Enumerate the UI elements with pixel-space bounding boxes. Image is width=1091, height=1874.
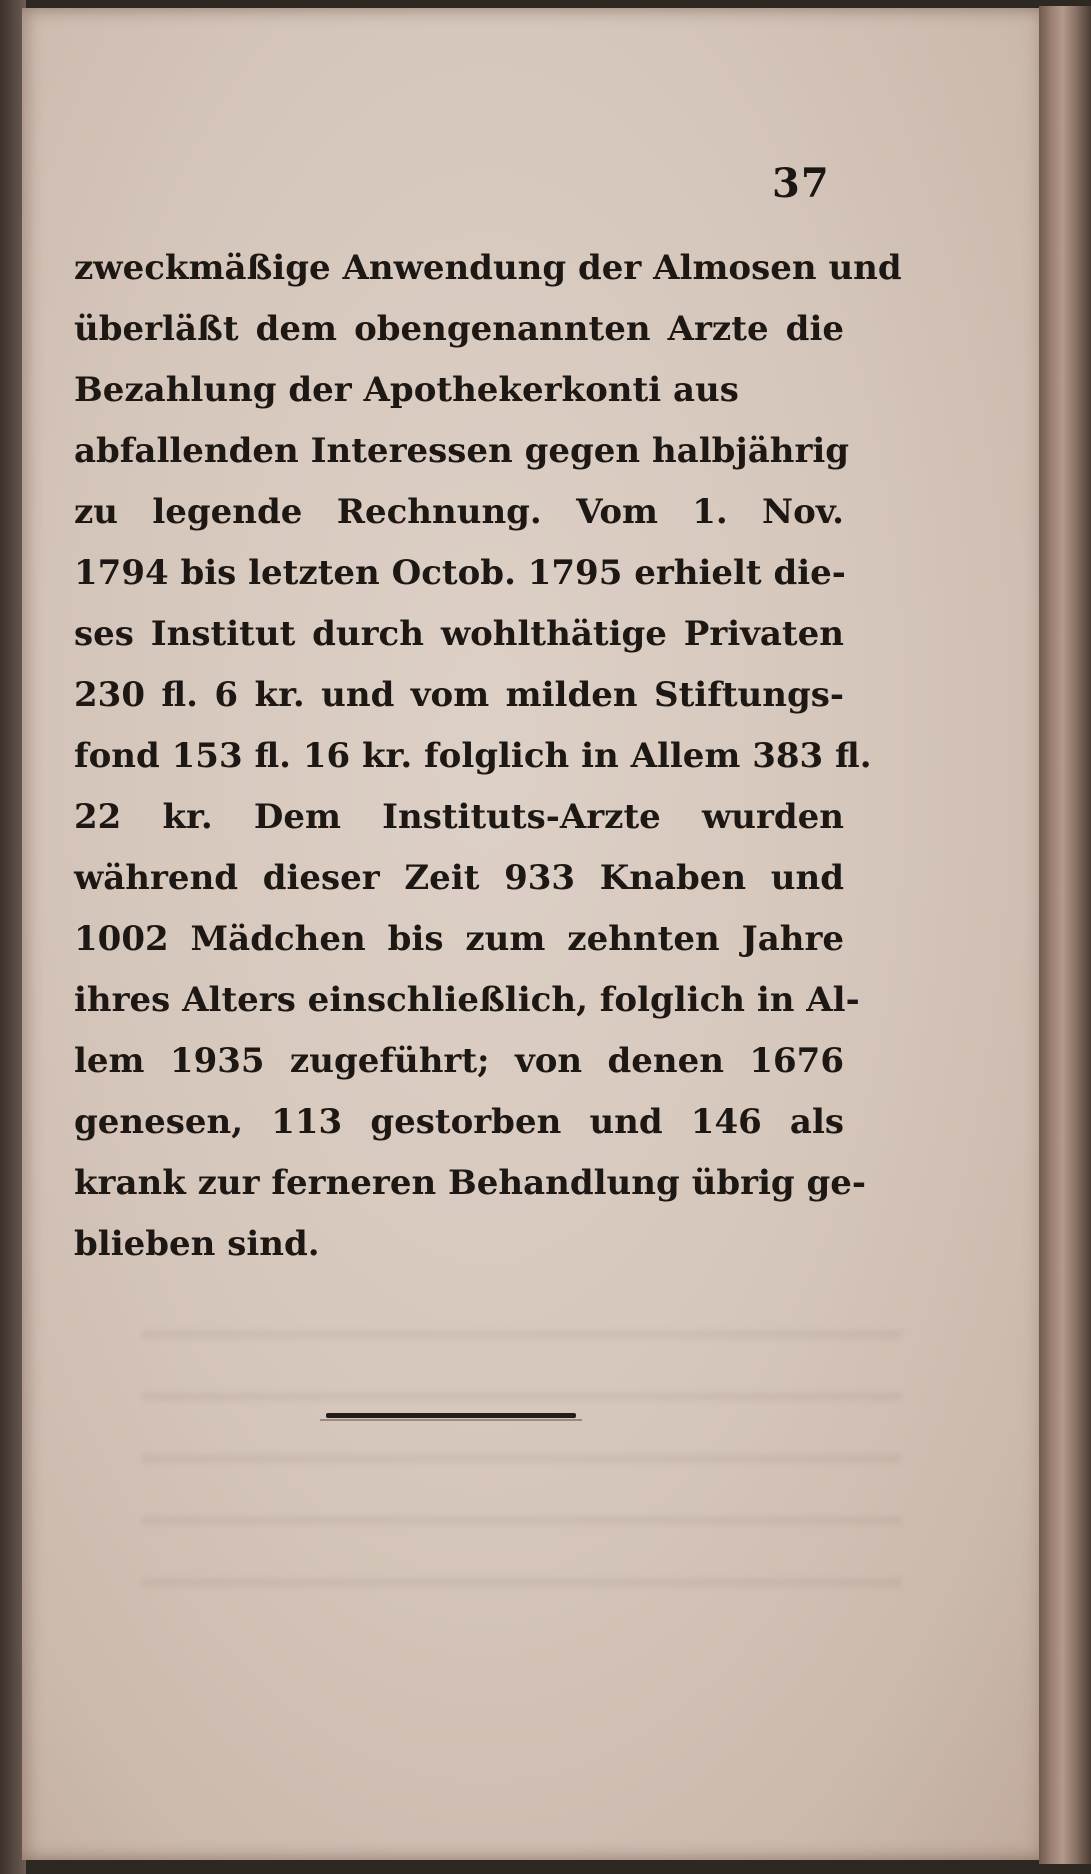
body-text (74, 238, 902, 1275)
page-edges (1039, 6, 1091, 1864)
text-line: 230 fl. 6 kr. und vom milden Stiftungs- (74, 675, 844, 715)
text-line: 1794 bis letzten Octob. 1795 erhielt die- (74, 553, 846, 593)
text-line: krank zur ferneren Behandlung übrig ge- (74, 1163, 867, 1203)
bleed-through-text (142, 1298, 902, 1618)
section-divider-rule (326, 1413, 576, 1418)
text-line: fond 153 fl. 16 kr. folglich in Allem 383 fl. (74, 736, 872, 776)
text-line: überläßt dem obengenannten Arzte die (74, 309, 844, 349)
text-line: zu legende Rechnung. Vom 1. Nov. (74, 492, 844, 532)
text-line: ses Institut durch wohlthätige Privaten (74, 614, 844, 654)
text-line: Bezahlung der Apothekerkonti aus (74, 370, 739, 410)
text-line: zweckmäßige Anwendung der Almosen und (74, 248, 902, 288)
text-line: genesen, 113 gestorben und 146 als (74, 1102, 844, 1142)
text-line: 22 kr. Dem Instituts-Arzte wurden (74, 797, 844, 837)
text-line: abfallenden Interessen gegen halbjährig (74, 431, 850, 471)
text-line: ihres Alters einschließlich, folglich in Al- (74, 980, 860, 1020)
page-number: 37 (772, 160, 830, 207)
text-line: 1002 Mädchen bis zum zehnten Jahre (74, 919, 844, 959)
text-line: lem 1935 zugeführt; von denen 1676 (74, 1041, 844, 1081)
text-line: blieben sind. (74, 1224, 320, 1264)
text-line: während dieser Zeit 933 Knaben und (74, 858, 844, 898)
